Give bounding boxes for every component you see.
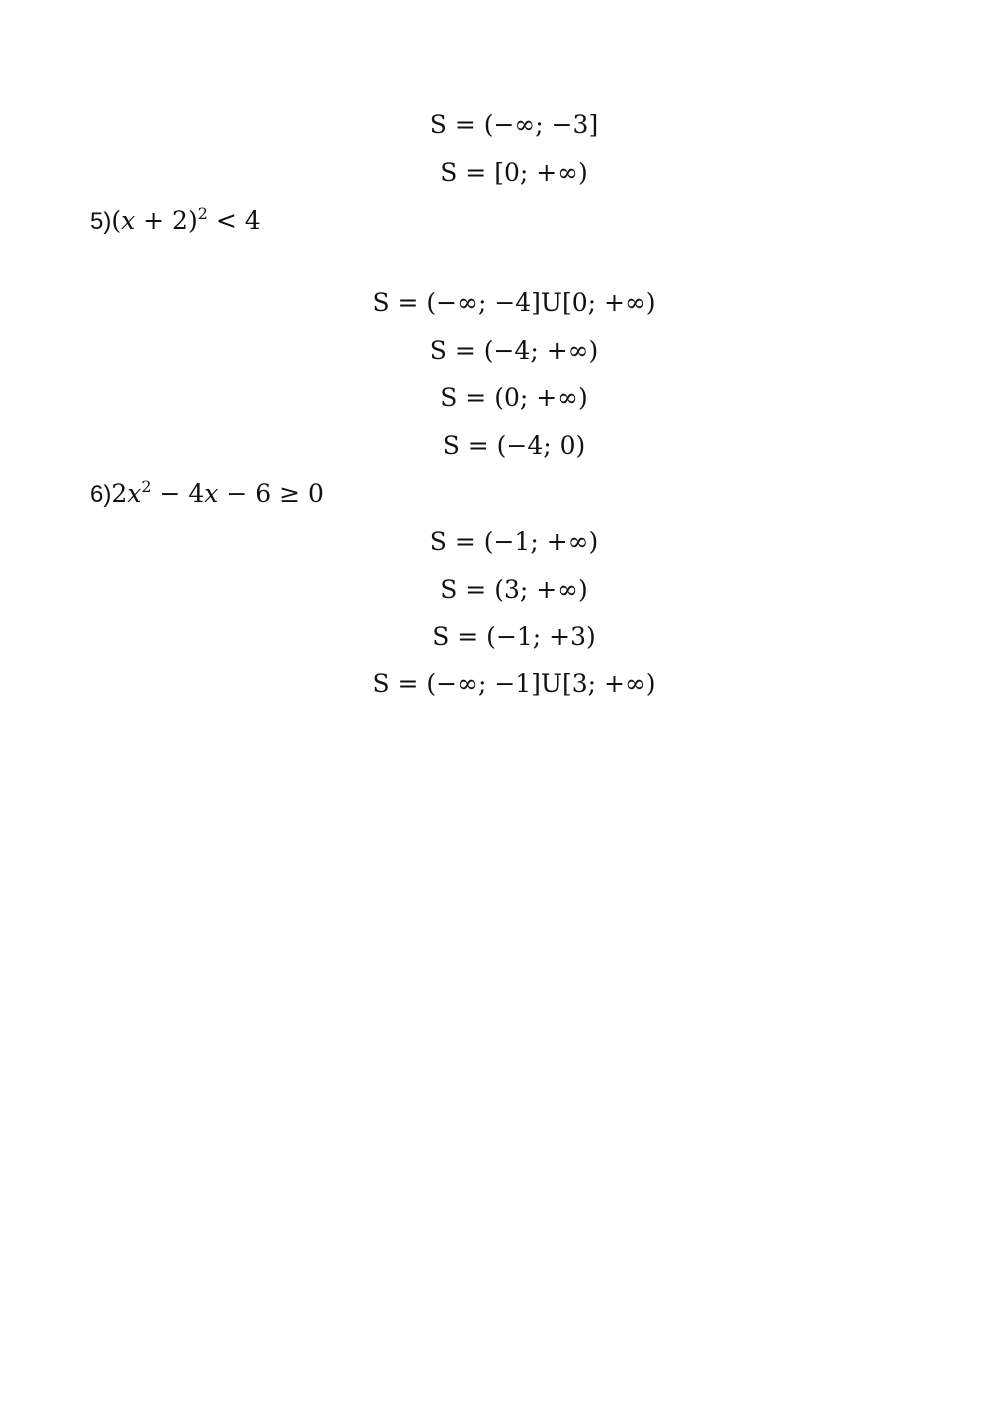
q6-option-2: S = (3; +∞) [440, 575, 588, 604]
q6-option-4: S = (−∞; −1]U[3; +∞) [372, 669, 656, 698]
q5-number: 5) [90, 208, 112, 235]
q6-number: 6) [90, 481, 112, 508]
q6-variable-2: x [204, 479, 219, 508]
q5-sum: + 2) [135, 206, 198, 235]
q6-option-3: S = (−1; +3) [432, 622, 596, 651]
q5-rhs: < 4 [207, 206, 261, 235]
q5-exponent: 2 [197, 204, 208, 223]
q6-coef: 2 [111, 479, 128, 508]
q5-option-1: S = (−∞; −4]U[0; +∞) [372, 288, 656, 317]
q6-variable-1: x [127, 479, 142, 508]
q5-option-4: S = (−4; 0) [442, 431, 586, 460]
q5-option-3: S = (0; +∞) [440, 383, 588, 412]
q5-question [90, 206, 261, 237]
q6-exponent: 2 [141, 477, 152, 496]
q5-option-2: S = (−4; +∞) [429, 336, 599, 365]
q4-option-1: S = (−∞; −3] [429, 110, 599, 139]
q5-variable: x [121, 206, 136, 235]
q6-rhs: − 6 ≥ 0 [218, 479, 324, 508]
q6-option-1: S = (−1; +∞) [429, 527, 599, 556]
q4-option-2: S = [0; +∞) [440, 158, 588, 187]
q6-question [90, 479, 324, 510]
q6-mid: − 4 [151, 479, 205, 508]
q5-open-paren: ( [111, 206, 122, 235]
